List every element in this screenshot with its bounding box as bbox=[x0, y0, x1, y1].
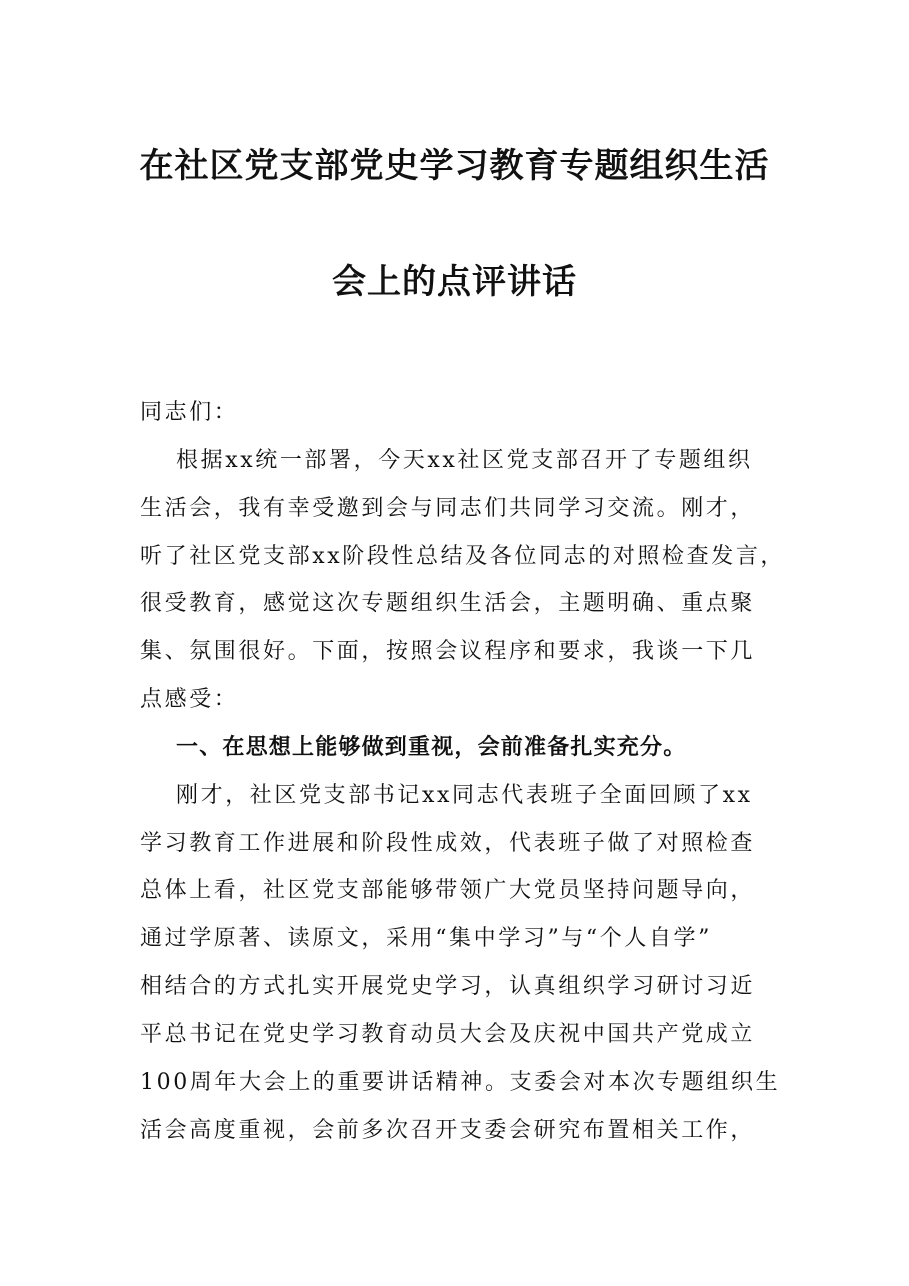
paragraph-2-line-8: 活会高度重视，会前多次召开支委会研究布置相关工作， bbox=[140, 1118, 756, 1143]
paragraph-2-line-3: 总体上看，社区党支部能够带领广大党员坚持问题导向， bbox=[140, 878, 756, 903]
paragraph-1-line-3: 听了社区党支部xx阶段性总结及各位同志的对照检查发言， bbox=[140, 544, 786, 569]
paragraph-2-line-2: 学习教育工作进展和阶段性成效，代表班子做了对照检查 bbox=[140, 831, 756, 856]
salutation: 同志们： bbox=[140, 400, 239, 425]
paragraph-2-line-5: 相结合的方式扎实开展党史学习，认真组织学习研讨习近 bbox=[140, 974, 756, 999]
paragraph-1-line-4: 很受教育，感觉这次专题组织生活会，主题明确、重点聚 bbox=[140, 591, 756, 616]
paragraph-2-line-6: 平总书记在党史学习教育动员大会及庆祝中国共产党成立 bbox=[140, 1022, 756, 1047]
paragraph-1-line-2: 生活会，我有幸受邀到会与同志们共同学习交流。刚才， bbox=[140, 496, 756, 521]
paragraph-1-line-5: 集、氛围很好。下面，按照会议程序和要求，我谈一下几 bbox=[140, 639, 756, 664]
document-title-line-1: 在社区党支部党史学习教育专题组织生活 bbox=[139, 146, 770, 186]
paragraph-1-line-6: 点感受： bbox=[140, 687, 239, 712]
paragraph-2-line-7: 100周年大会上的重要讲话精神。支委会对本次专题组织生 bbox=[140, 1070, 781, 1095]
document-title-line-2: 会上的点评讲话 bbox=[332, 262, 577, 302]
section-heading-1: 一、在思想上能够做到重视，会前准备扎实充分。 bbox=[176, 735, 687, 760]
paragraph-2-line-1: 刚才，社区党支部书记xx同志代表班子全面回顾了xx bbox=[176, 783, 753, 808]
paragraph-2-line-4: 通过学原著、读原文，采用“集中学习”与“个人自学” bbox=[140, 926, 712, 951]
paragraph-1-line-1: 根据xx统一部署，今天xx社区党支部召开了专题组织 bbox=[176, 448, 753, 473]
